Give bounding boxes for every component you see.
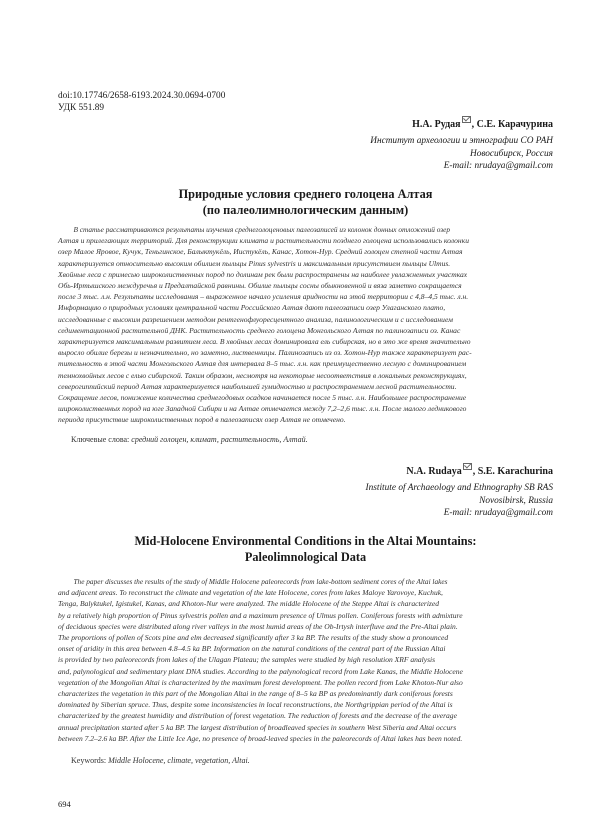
abstract-ru [58,224,554,426]
abstract-en-line: is provided by two paleorecords from lakes of the Ulagan Plateau; the samples were studied by high resolution XRF analysis [58,655,436,665]
doi: doi:10.17746/2658-6193.2024.30.0694-0700 [58,91,226,101]
abstract-en-line: characterizes the vegetation in this part of the Mongolian Altai in the range of 8–5 ka BP as predominantly dark coniferous forests [58,689,453,699]
abstract-en-line: onset of aridity in this area between 4.8–4.5 ka BP. Information on the natural conditions of the central part of the Russian Altai [58,644,446,654]
author2-en: , S.E. Karachurina [472,466,553,477]
udk: УДК 551.89 [58,103,105,113]
authors-en [406,466,553,477]
mail-icon [463,463,472,470]
abstract-ru-line: исследованные с высоким разрешением методом рентгенофлуоресцентного анализа, палинологическим и с исследованием [58,314,453,324]
mail-icon [462,116,471,123]
author1-ru: Н.А. Рудая [412,119,461,130]
abstract-ru-line: седиментационной растительной ДНК. Растительность среднего голоцена Монгольского Алтая по палинозаписи оз. Канас [58,325,461,335]
abstract-en-line: vegetation of the Mongolian Altai is characterized by the maximum forest development. The pollen record from Lake Khoton-Nur also [58,677,463,687]
abstract-ru-line: озер Малое Яровое, Кучук, Теньгинское, Балыктукёль, Иистукёль, Канас, Хотон-Нур. Средний голоцен степной части Алтая [58,247,463,257]
city-ru: Новосибирск, Россия [469,149,553,159]
title-en-line1: Mid-Holocene Environmental Conditions in the Altai Mountains: [134,534,477,548]
keywords-en [71,755,250,766]
abstract-ru-line: характеризуется относительно высоким обилием пыльцы Pinus sylvestris и максимальным присутствием пыльцы Ulmus. [58,258,451,268]
abstract-en-line: Tenga, Balyktukel, Igistukel, Kanas, and Khoton-Nur were analyzed. The middle Holocene of the Steppe Altai is characterized [58,599,439,609]
abstract-ru-line: широколиственных пород на юге Западной Сибири и на Алтае отмечается между 7,2–2,6 тыс. л.н. После малого ледникового [58,404,467,414]
abstract-en-line: and adjacent areas. To reconstruct the climate and vegetation of the late Holocene, cores from lakes Maloye Yarovoye, Kuchuk, [58,588,443,598]
abstract-ru-line: темнохвойных лесов с елью сибирской. Таким образом, несмотря на некоторые несоответствия в локальных реконструкциях, [58,370,467,380]
title-en-line2: Paleolimnological Data [244,549,367,564]
email-ru: E-mail: nrudaya@gmail.com [443,161,553,171]
keywords-ru [71,434,308,445]
keywords-label-ru: Ключевые слова: [71,435,132,444]
abstract-en-line: by a relatively high proportion of Pinus sylvestris pollen and a maximum presence of Ulmus pollen. Coniferous forests with admixture [58,610,463,620]
abstract-ru-line: выросло обилие березы и незначительно, но заметно, лиственницы. Палинозапись из оз. Хотон-Нур также характеризует рас- [58,348,472,358]
page-number: 694 [58,799,71,809]
abstract-ru-line: периода присутствие широколиственных пород в палеозаписях озер Алтая не отмечено. [58,415,346,425]
keywords-value-ru: средний голоцен, климат, растительность, Алтай. [131,435,308,444]
title-ru-line1: Природные условия среднего голоцена Алтая [178,187,433,201]
abstract-ru-line: Алтая и прилегающих территорий. Для реконструкции климата и растительности позднего голоцена использовались колонки [58,236,469,246]
abstract-en-line: and, palynological and sedimentary plant DNA studies. According to the palynological record from Lake Kanas, the Middle Holocene [58,666,463,676]
abstract-en-line: The paper discusses the results of the study of Middle Holocene paleorecords from lake-bottom sediment cores of the Altai lakes [73,577,448,586]
abstract-ru-line: Хвойные леса с примесью широколиственных пород по долинам рек были распространены на наиболее увлажненных участках [58,269,468,279]
abstract-en-line: between 7.2–2.6 ka BP. After the Little Ice Age, no presence of broad-leaved species in the paleorecords of Altai lakes has been noted. [58,733,463,743]
title-en [58,534,553,565]
keywords-value-en: Middle Holocene, climate, vegetation, Altai. [108,756,250,765]
abstract-en [58,576,554,744]
abstract-ru-line: Информацию о природных условиях центральной части Российского Алтая дают палеозаписи озер Улаганского плато, [58,303,446,313]
title-ru-line2: (по палеолимнологическим данным) [202,202,409,217]
abstract-ru-line: тительность в этой части Монгольского Алтая для интервала 8–5 тыс. л.н. как преимущественно лесную с доминированием [58,359,467,369]
author2-ru: , С.Е. Карачурина [471,119,553,130]
abstract-en-line: dominated by Siberian spruce. Thus, despite some inconsistencies in local reconstructions, the Northgrippian period of the Altai is [58,700,453,710]
abstract-ru-line: Обь-Иртышского междуречья и Предалтайской равнины. Обилие пыльцы сосны обыкновенной и вяза заметно сокращается [58,281,462,291]
email-en: E-mail: nrudaya@gmail.com [443,508,553,518]
title-ru [58,187,553,218]
abstract-ru-line: характеризуется максимальным развитием леса. В хвойных лесах доминировала ель сибирская, но в это же время значительно [58,337,471,347]
abstract-en-line: characterized by the greatest humidity and distribution of forest vegetation. The reduction of forests and the decrease of the average [58,711,457,721]
keywords-label-en: Keywords: [71,756,109,765]
institute-ru: Институт археологии и этнографии СО РАН [370,136,553,146]
abstract-ru-line: В статье рассматриваются результаты изучения среднеголоценовых палеозаписей из колонок донных отложений озер [73,225,451,234]
abstract-ru-line: Сокращение лесов, понижение количества среднегодовых осадков начинается после 5 тыс. л.н. Наибольшее распространение [58,393,467,403]
abstract-en-line: of deciduous species were distributed along river valleys in the most humid areas of the Ob-Irtysh interfluve and the Pre-Altai plain. [58,621,458,631]
institute-en: Institute of Archaeology and Ethnography SB RAS [365,483,553,493]
authors-ru [412,119,553,130]
abstract-ru-line: северогиппийский период Алтая характеризуется наибольшей гумидностью и распространением лесной растительности. [58,381,457,391]
abstract-ru-line: после 3 тыс. л.н. Результаты исследования – выраженное начало усиления аридности на этой территории с 4,8–4,5 тыс. л.н. [58,292,469,302]
abstract-en-line: The proportions of pollen of Scots pine and elm decreased significantly after 3 ka BP. The results of the study show a pronounced [58,633,449,643]
city-en: Novosibirsk, Russia [479,496,553,506]
author1-en: N.A. Rudaya [406,466,462,477]
abstract-en-line: annual precipitation started after 5 ka BP. The largest distribution of broadleaved species in southern West Siberia and Altai occurs [58,722,457,732]
